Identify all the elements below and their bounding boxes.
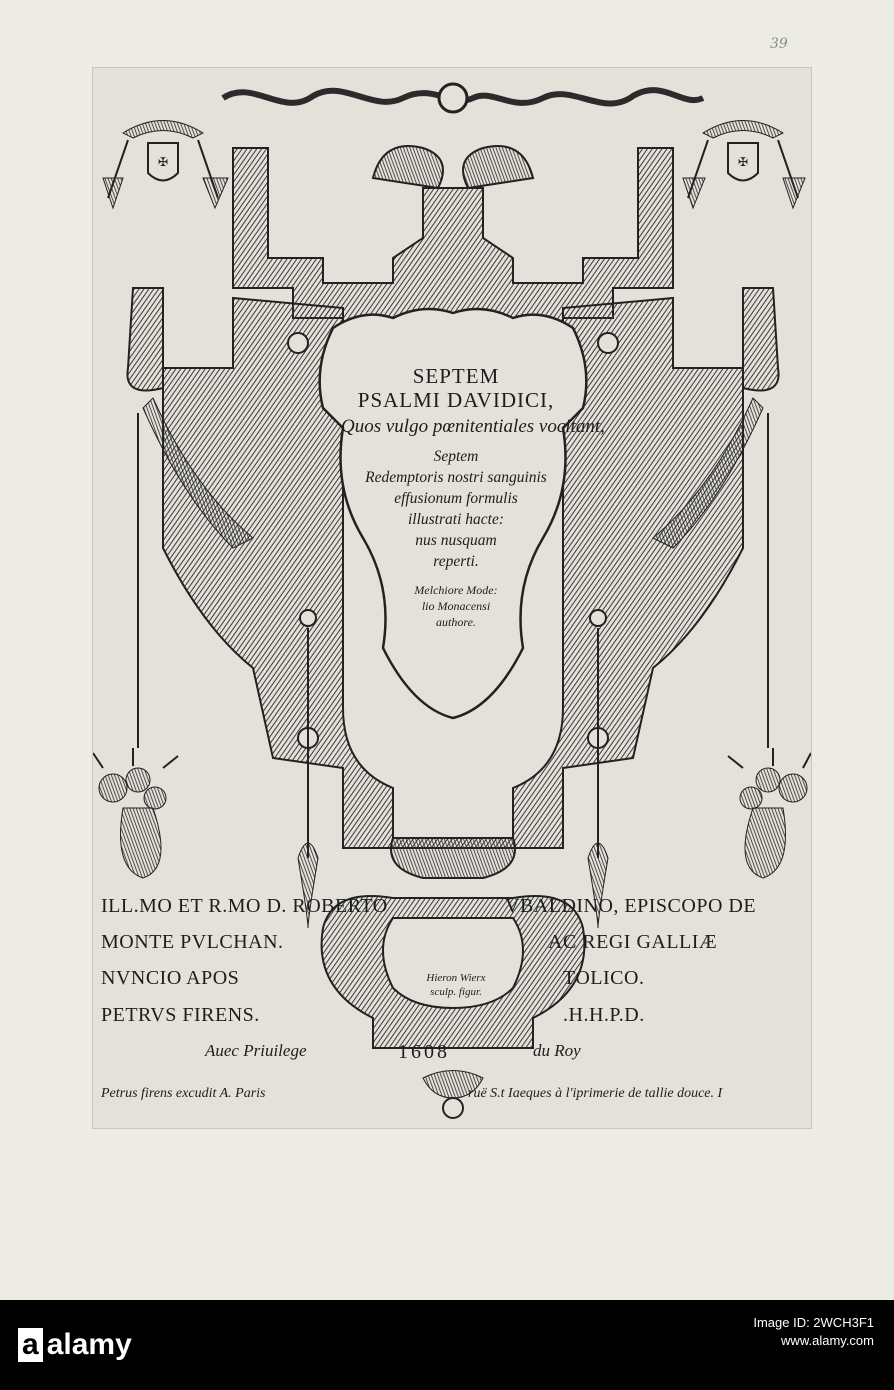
fruit-cluster-left	[93, 748, 178, 878]
title-line-1: SEPTEM	[412, 364, 500, 388]
body-line-2: Redemptoris nostri sanguinis	[365, 469, 547, 486]
engraved-plate	[92, 67, 812, 1129]
body-line-4: illustrati hacte:	[407, 511, 504, 528]
watermark-logo: a alamy	[18, 1328, 132, 1362]
dedication-line-4b: .H.H.P.D.	[563, 1004, 645, 1026]
watermark-info	[753, 1314, 874, 1350]
dedication-line-3b: TOLICO.	[563, 967, 645, 989]
dedication-line-1b: VBALDINO, EPISCOPO DE	[505, 895, 757, 917]
engraver-line-1: Hieron Wierx	[426, 972, 486, 984]
svg-text:✠: ✠	[737, 155, 749, 169]
year: 1608	[398, 1041, 450, 1063]
author-line-2: lio Monacensi	[421, 599, 491, 613]
svg-text:✠: ✠	[157, 155, 169, 169]
title-block	[341, 364, 605, 630]
body-line-3: effusionum formulis	[394, 490, 518, 507]
privilege-a: Auec Priuilege	[205, 1041, 307, 1060]
watermark-bar	[0, 1300, 894, 1390]
body-line-6: reperti.	[433, 553, 479, 570]
coat-of-arms-right	[683, 121, 805, 209]
body-line-5: nus nusquam	[415, 532, 497, 549]
dedication-line-4a: PETRVS FIRENS.	[101, 1004, 260, 1026]
fruit-cluster-right	[728, 748, 811, 878]
dedication-line-2a: MONTE PVLCHAN.	[101, 931, 284, 953]
title-line-2: PSALMI DAVIDICI,	[357, 388, 555, 412]
dedication-line-1a: ILL.MO ET R.MO D. ROBERTO	[101, 895, 388, 917]
coat-of-arms-left	[103, 121, 228, 209]
imprint-a: Petrus firens excudit A. Paris	[101, 1086, 266, 1101]
imprint-b: ruë S.t Iaeques à l'iprimerie de tallie douce. I	[468, 1086, 723, 1101]
dedication-line-3a: NVNCIO APOS	[101, 967, 240, 989]
subtitle-line: Quos vulgo pœnitentiales vocitant,	[341, 416, 605, 437]
engraver-line-2: sculp. figur.	[430, 986, 482, 998]
body-line-1: Septem	[433, 448, 479, 465]
author-line-3: authore.	[436, 615, 476, 629]
image-id: Image ID: 2WCH3F1	[753, 1315, 874, 1330]
privilege-b: du Roy	[533, 1041, 581, 1060]
dedication-line-2b: AC REGI GALLIÆ	[548, 931, 718, 953]
logo-mark-icon: a	[18, 1328, 43, 1362]
author-line-1: Melchiore Mode:	[414, 583, 498, 597]
engraver-signature	[401, 971, 511, 999]
page-number: 39	[770, 36, 788, 52]
watermark-url: www.alamy.com	[781, 1333, 874, 1348]
